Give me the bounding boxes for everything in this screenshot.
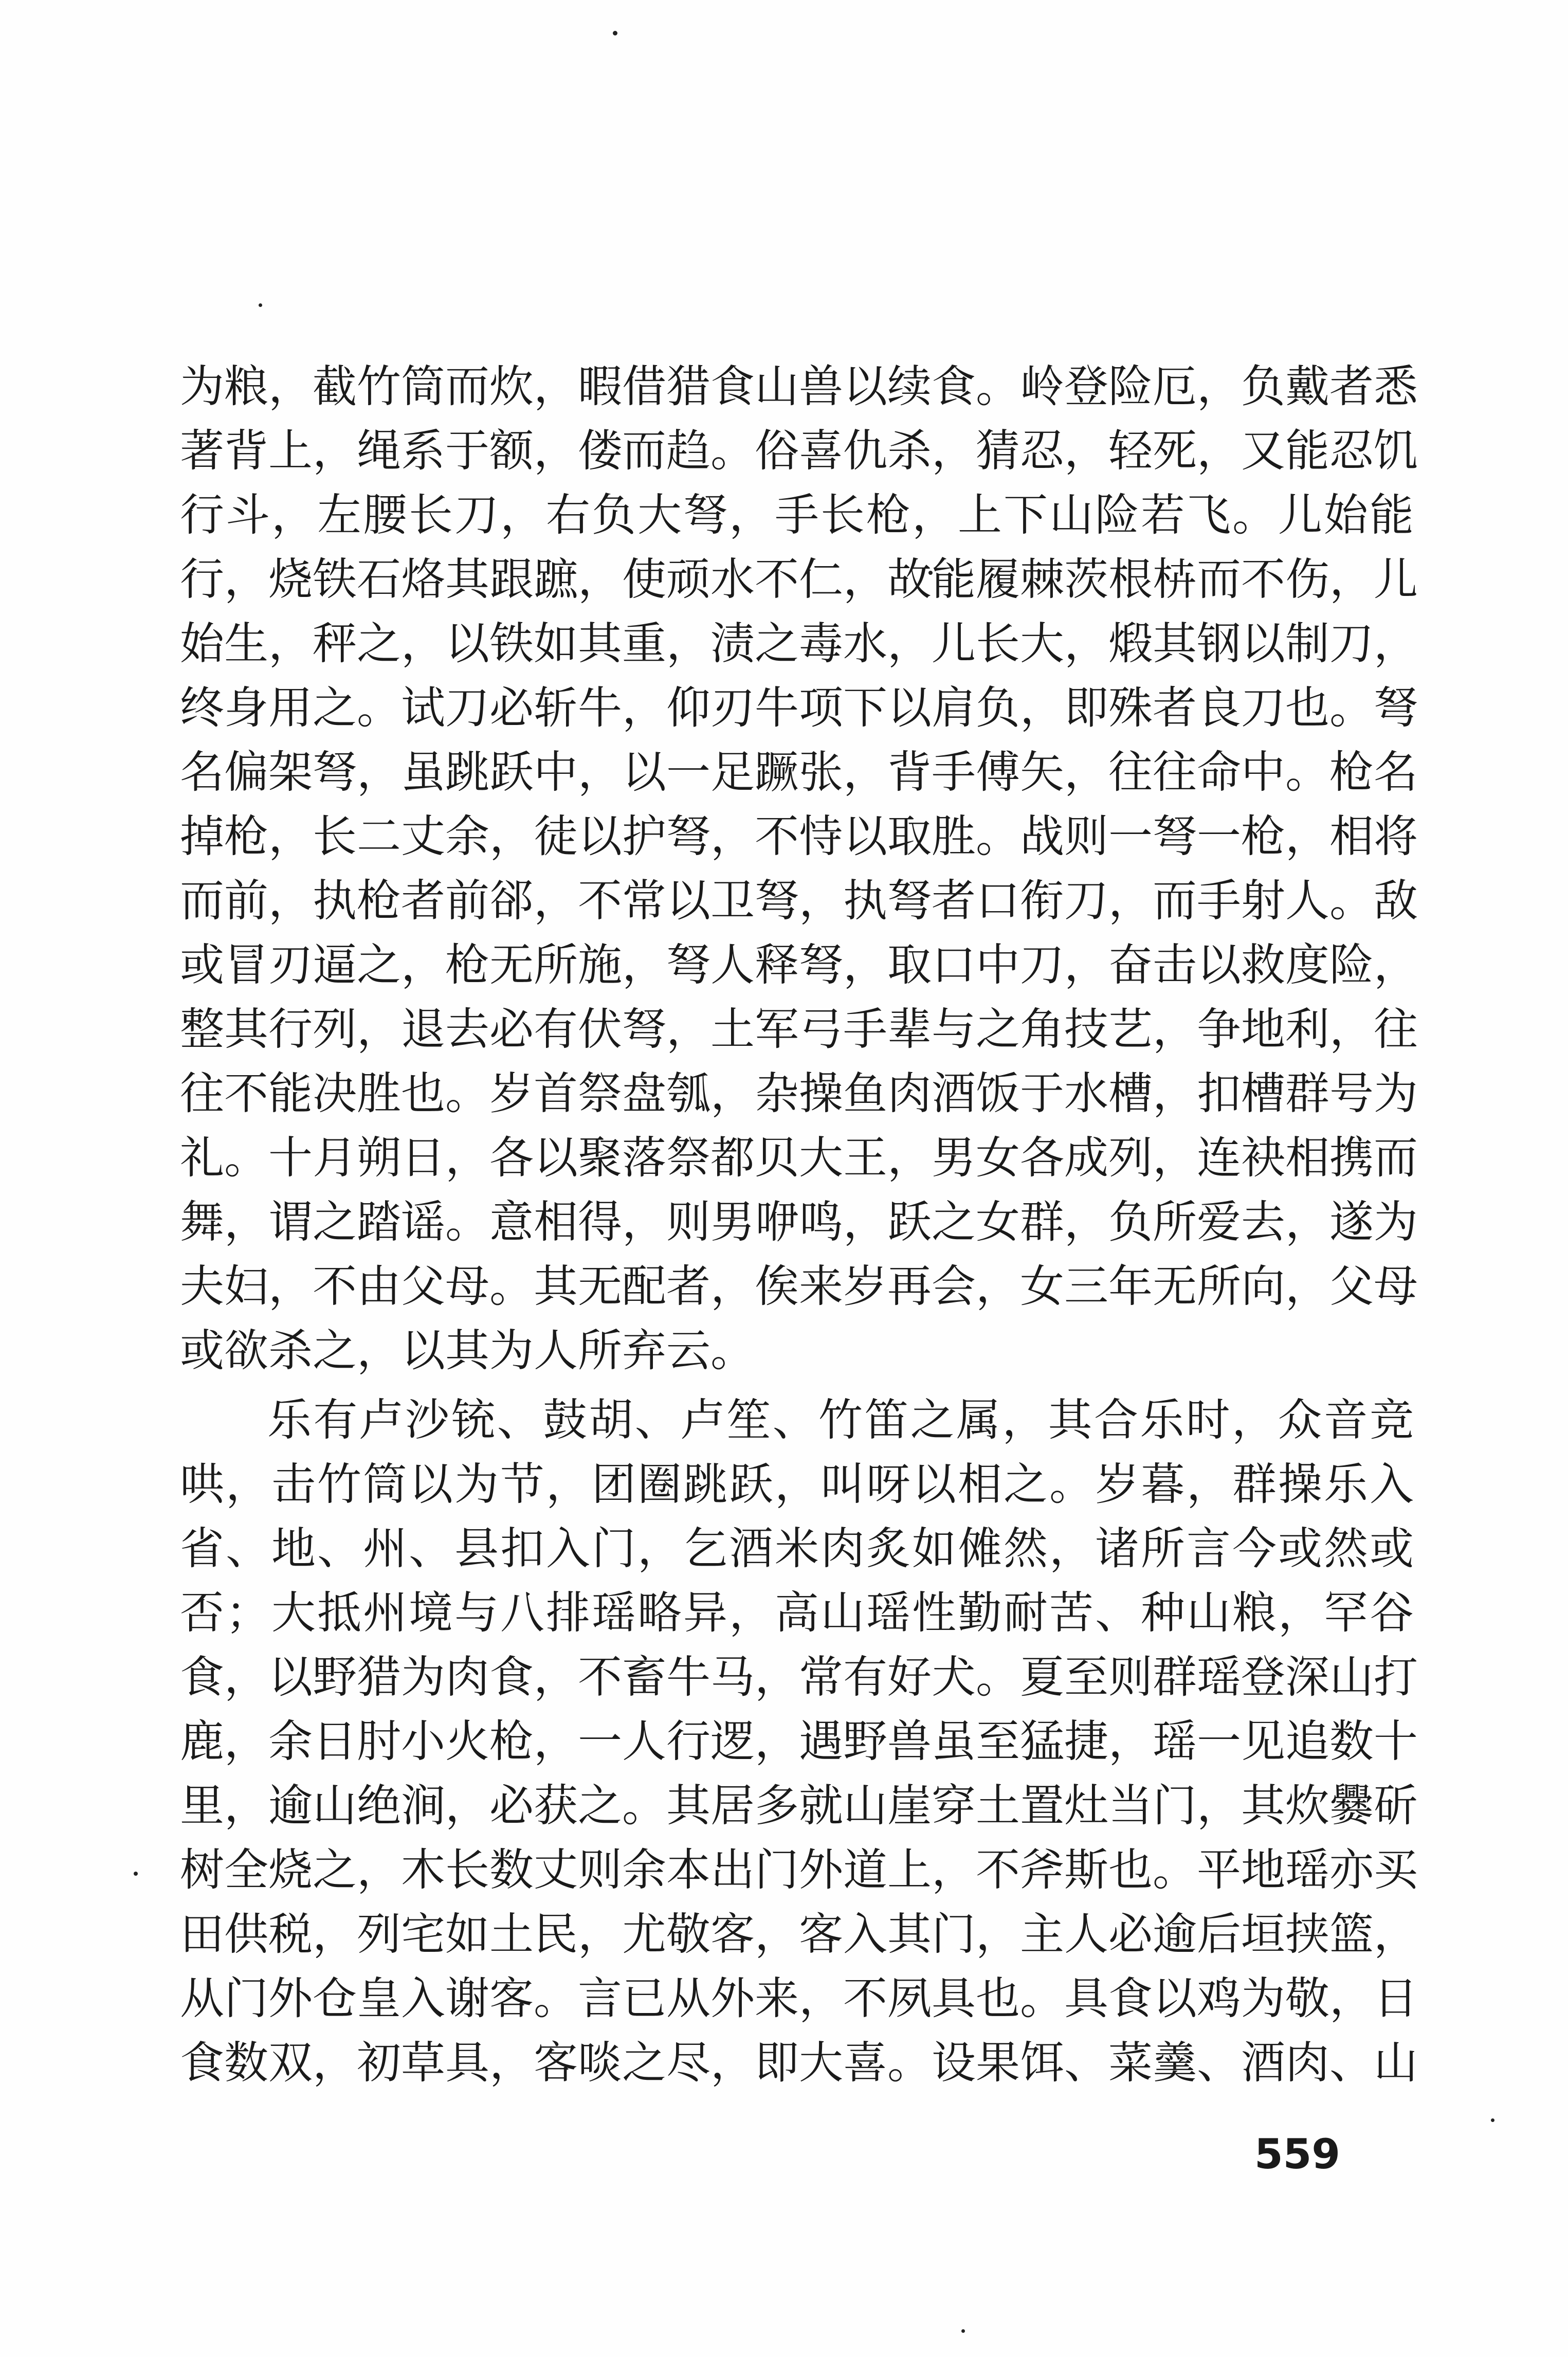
text-line: 礼。十月朔日，各以聚落祭都贝大王，男女各成列，连袂相携而 [180, 1132, 1418, 1184]
text-line: 往不能决胜也。岁首祭盘瓠，杂操鱼肉酒饭于水槽，扣槽群号为 [180, 1068, 1418, 1119]
text-line: 从门外仓皇入谢客。言已从外来，不夙具也。具食以鸡为敬，日 [180, 1973, 1418, 2024]
scan-speck [961, 2329, 965, 2333]
text-line: 始生，秤之，以铁如其重，渍之毒水，儿长大，煅其钢以制刀， [180, 618, 1418, 669]
text-line: 名偏架弩，虽跳跃中，以一足蹶张，背手傅矢，往往命中。枪名 [180, 747, 1418, 798]
text-line: 著背上，绳系于额，偻而趋。俗喜仇杀，猜忍，轻死，又能忍饥 [180, 425, 1418, 477]
text-line: 掉枪，长二丈余，徒以护弩，不恃以取胜。战则一弩一枪，相将 [180, 811, 1418, 862]
text-line: 而前，执枪者前郤，不常以卫弩，执弩者口衔刀，而手射人。敌 [180, 875, 1418, 927]
scan-speck [259, 303, 262, 307]
text-line: 整其行列，退去必有伏弩，土军弓手辈与之角技艺，争地利，往 [180, 1004, 1418, 1055]
text-line: 或欲杀之，以其为人所弃云。 [180, 1325, 755, 1376]
text-line: 终身用之。试刀必斩牛，仰刃牛项下以肩负，即殊者良刀也。弩 [180, 682, 1418, 734]
scan-speck [613, 31, 617, 35]
text-line: 为粮，截竹筒而炊，暇借猎食山兽以续食。岭登险厄，负戴者悉 [180, 361, 1418, 412]
text-line: 省、地、州、县扣入门，乞酒米肉炙如傩然，诸所言今或然或 [180, 1523, 1414, 1574]
page-number: 559 [1254, 2130, 1340, 2178]
text-line: 否；大抵州境与八排瑶略异，高山瑶性勤耐苦、种山粮，罕谷 [180, 1587, 1414, 1639]
text-line: 乐有卢沙铳、鼓胡、卢笙、竹笛之属，其合乐时，众音竞 [267, 1394, 1414, 1446]
text-line: 夫妇，不由父母。其无配者，俟来岁再会，女三年无所向，父母 [180, 1261, 1418, 1312]
text-line: 鹿，余日肘小火枪，一人行逻，遇野兽虽至猛捷，瑶一见追数十 [180, 1716, 1418, 1767]
scan-speck [134, 1872, 138, 1876]
text-line: 舞，谓之踏谣。意相得，则男咿鸣，跃之女群，负所爱去，遂为 [180, 1196, 1418, 1248]
text-line: 田供税，列宅如土民，尤敬客，客入其门，主人必逾后垣挟篮， [180, 1909, 1418, 1960]
text-line: 树全烧之，木长数丈则余本出门外道上，不斧斯也。平地瑶亦买 [180, 1844, 1418, 1896]
text-line: 里，逾山绝涧，必获之。其居多就山崖穿土置灶当门，其炊爨斫 [180, 1780, 1418, 1832]
text-line: 食，以野猎为肉食，不畜牛马，常有好犬。夏至则群瑶登深山打 [180, 1652, 1418, 1703]
text-line: 食数双，初草具，客啖之尽，即大喜。设果饵、菜羹、酒肉、山 [180, 2037, 1418, 2089]
text-line: 哄，击竹筒以为节，团圈跳跃，叫呀以相之。岁暮，群操乐入 [180, 1459, 1414, 1510]
text-line: 行，烧铁石烙其跟蹠，使顽水不仁，故能履棘茨根枿而不伤，儿 [180, 554, 1418, 605]
text-line: 或冒刃逼之，枪无所施，弩人释弩，取口中刀，奋击以救度险， [180, 939, 1418, 991]
scan-speck [1491, 2118, 1494, 2122]
text-line: 行斗，左腰长刀，右负大弩，手长枪，上下山险若飞。儿始能 [180, 489, 1414, 541]
